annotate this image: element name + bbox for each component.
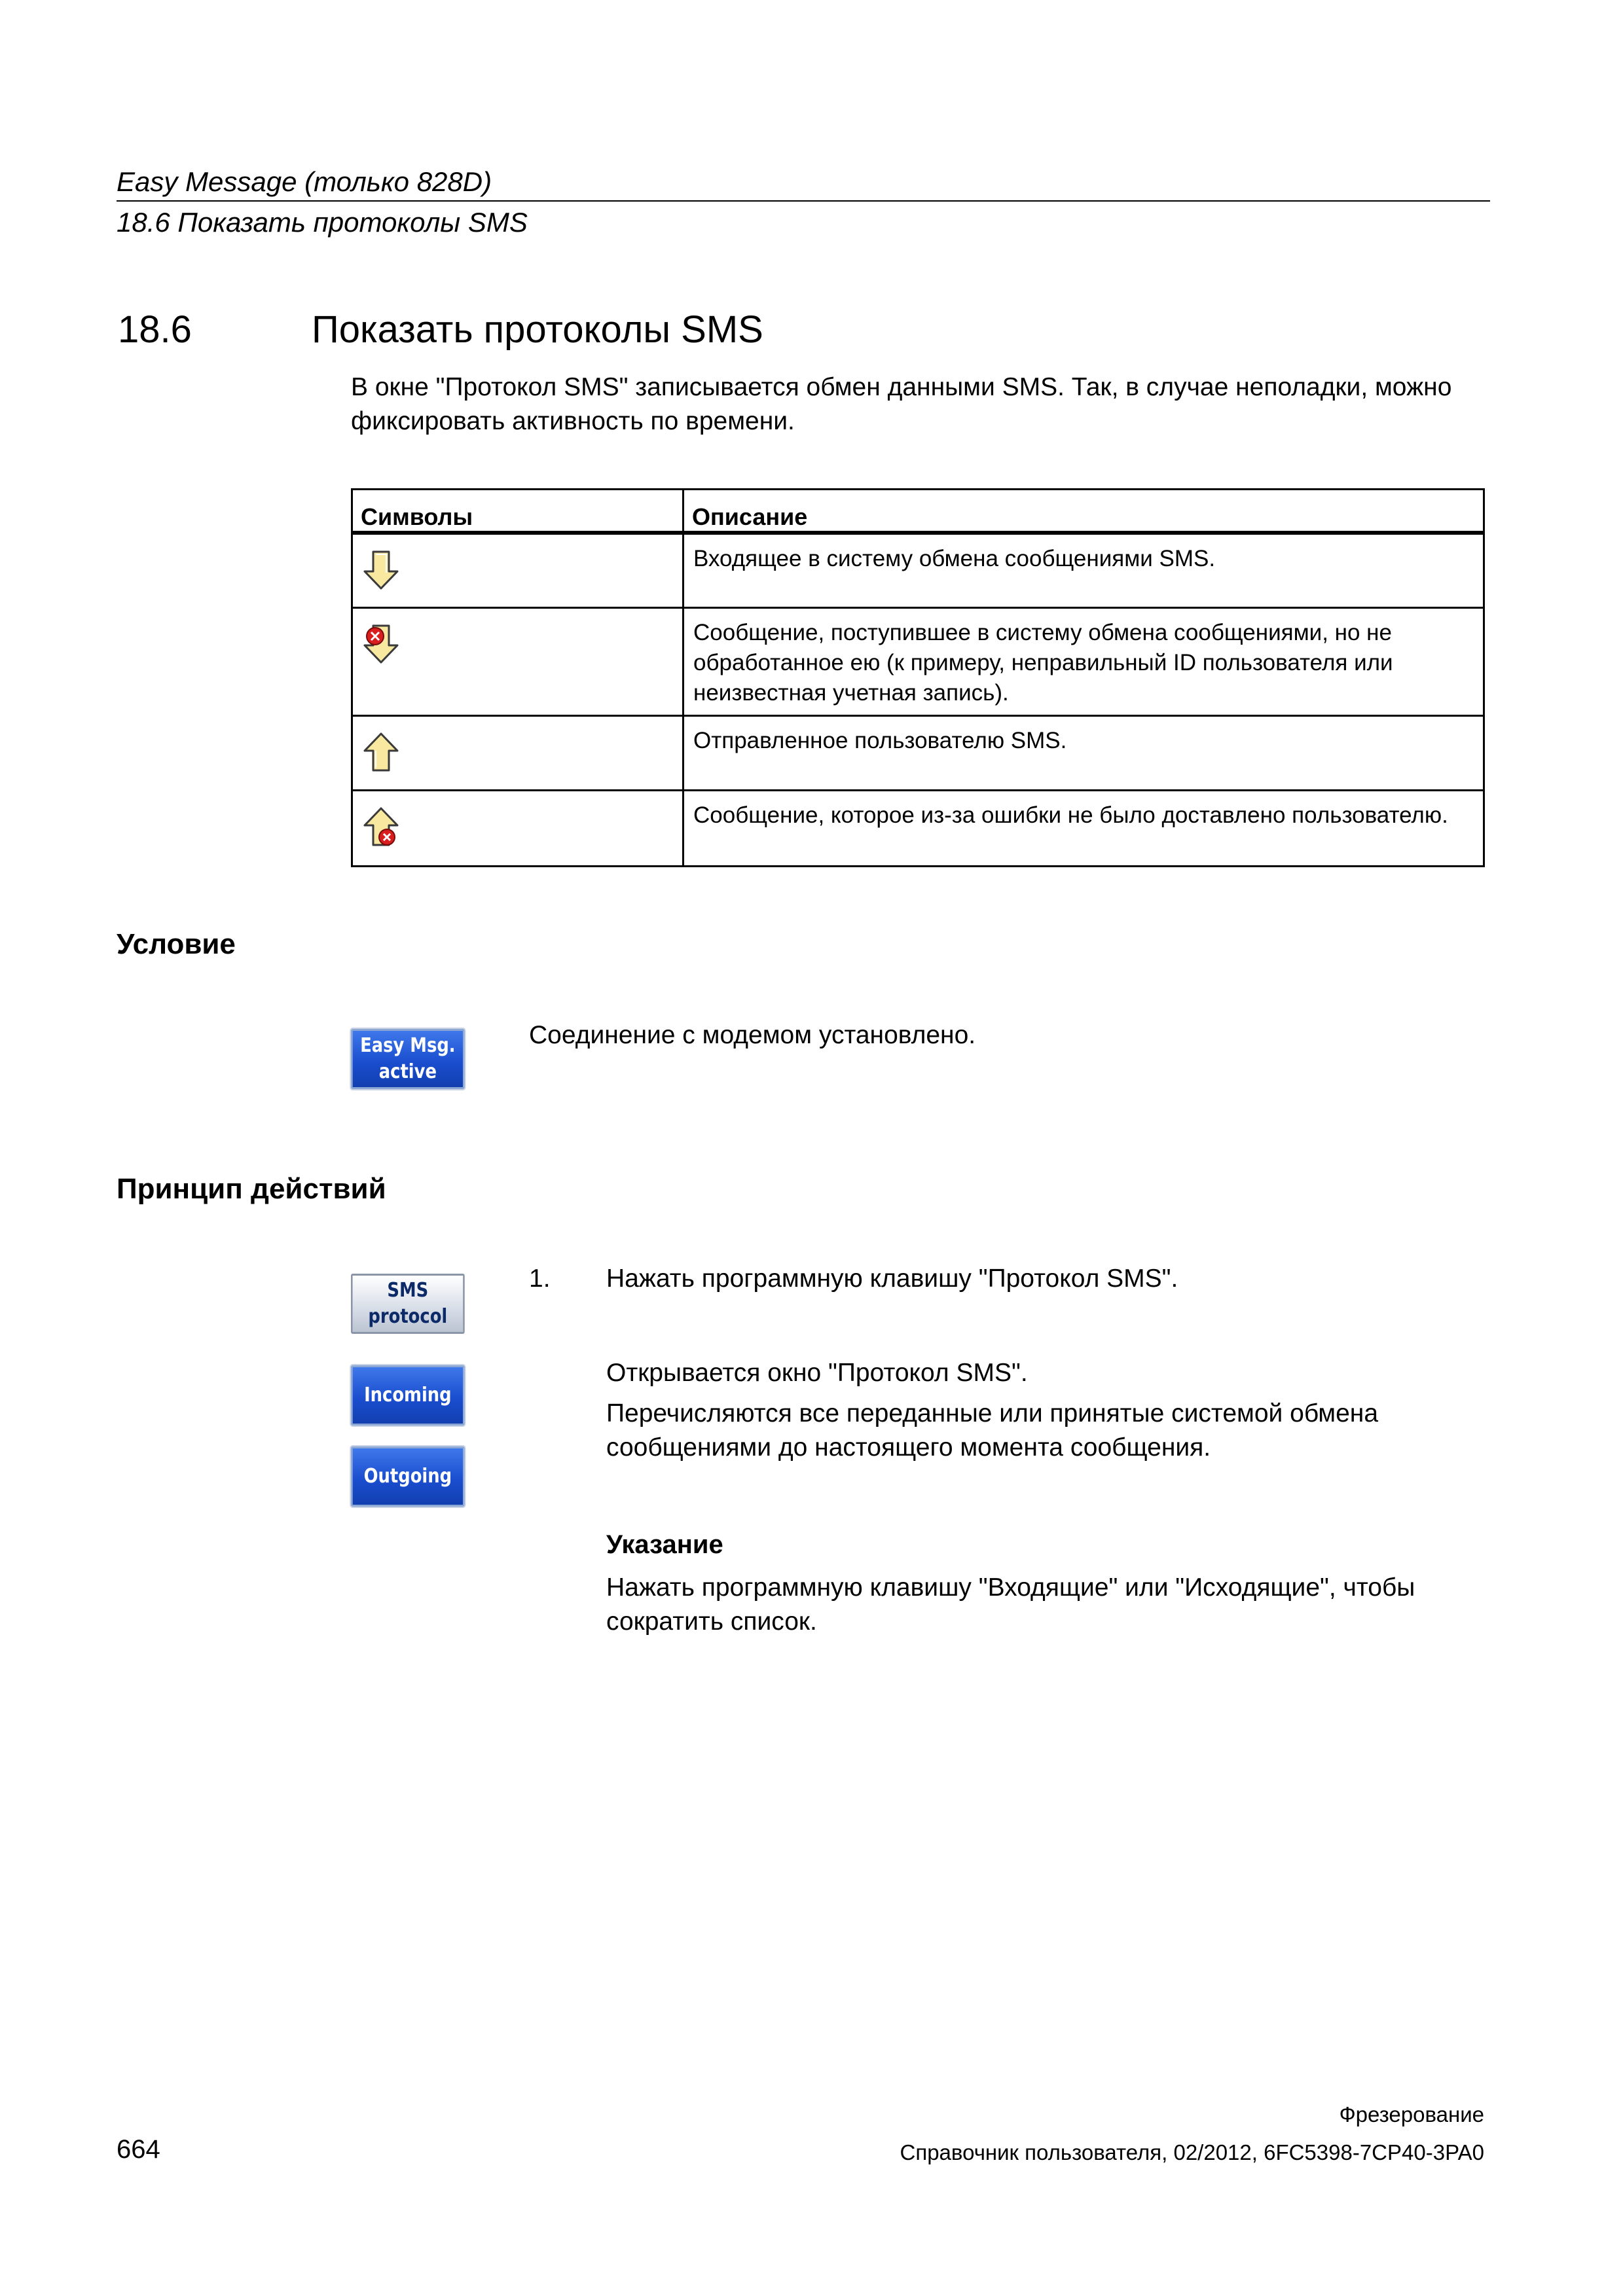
procedure-heading: Принцип действий — [117, 1173, 386, 1205]
footer-product: Фрезерование — [1339, 2102, 1484, 2126]
easy-msg-active-softkey — [351, 1029, 465, 1089]
note-heading: Указание — [606, 1530, 723, 1559]
incoming-softkey — [351, 1365, 465, 1426]
note-text: Нажать программную клавишу "Входящие" или "Исходящие", чтобы сократить список. — [606, 1573, 1415, 1636]
running-header-chapter: Easy Message (только 828D) — [117, 166, 492, 197]
incoming-arrow-icon — [362, 549, 400, 591]
softkey-label: Incoming — [364, 1384, 452, 1407]
outgoing-softkey — [351, 1446, 465, 1507]
condition-text: Соединение с модемом установлено. — [529, 1021, 976, 1049]
outgoing-error-arrow-icon — [362, 806, 400, 848]
table-row — [352, 715, 1484, 790]
table-cell-description: Сообщение, поступившее в систему обмена сообщениями, но не обработанное ею (к примеру, неправильный ID пользователя или неизвестная учетная запись). — [684, 607, 1484, 715]
header-rule — [117, 200, 1490, 202]
section-title: Показать протоколы SMS — [312, 308, 763, 351]
incoming-error-arrow-icon — [362, 623, 400, 665]
table-row — [352, 790, 1484, 866]
table-row — [352, 607, 1484, 715]
sms-protocol-softkey — [351, 1274, 465, 1334]
outgoing-arrow-icon — [362, 731, 400, 773]
table-cell-description: Отправленное пользователю SMS. — [684, 715, 1484, 790]
condition-heading: Условие — [117, 928, 236, 960]
table-cell-description: Сообщение, которое из-за ошибки не было доставлено пользователю. — [684, 790, 1484, 866]
footer-manual-info: Справочник пользователя, 02/2012, 6FC5398-7CP40-3PA0 — [900, 2140, 1484, 2164]
softkey-label-line1: SMS — [387, 1279, 429, 1302]
softkey-label-line2: active — [378, 1060, 437, 1083]
intro-paragraph: В окне "Протокол SMS" записывается обмен данными SMS. Так, в случае неполадки, можно фиксировать активность по времени. — [351, 373, 1452, 435]
running-header-section: 18.6 Показать протоколы SMS — [117, 207, 528, 238]
table-header-description: Описание — [684, 490, 1484, 533]
table-row — [352, 533, 1484, 607]
softkey-label-line1: Easy Msg. — [360, 1034, 456, 1057]
result-window-opens: Открывается окно "Протокол SMS". — [606, 1359, 1028, 1387]
softkey-label-line2: protocol — [368, 1305, 448, 1328]
result-messages-listed: Перечисляются все переданные или принятые системой обмена сообщениями до настоящего момента сообщения. — [606, 1399, 1379, 1462]
step-text: Нажать программную клавишу "Протокол SMS". — [606, 1265, 1178, 1293]
page-number: 664 — [117, 2135, 160, 2164]
table-cell-description: Входящее в систему обмена сообщениями SMS. — [684, 533, 1484, 607]
softkey-label: Outgoing — [363, 1465, 452, 1488]
section-number: 18.6 — [118, 308, 192, 351]
step-number: 1. — [529, 1265, 551, 1293]
table-header-symbols: Символы — [352, 490, 684, 533]
symbols-table — [351, 488, 1485, 867]
